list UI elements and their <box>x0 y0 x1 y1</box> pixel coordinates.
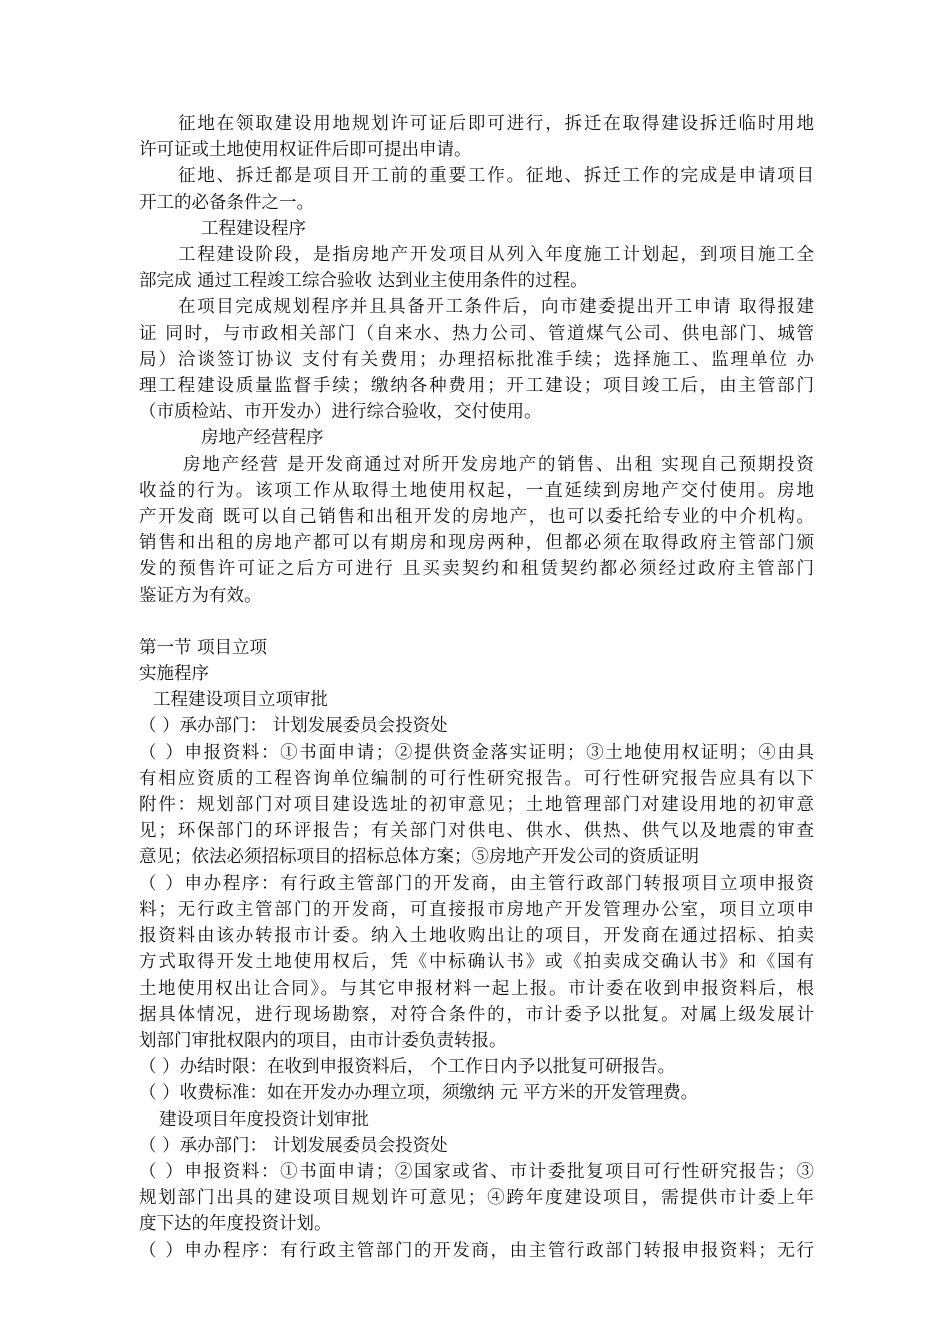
paragraph-line: （市质检站、市开发办）进行综合验收，交付使用。 <box>139 402 542 423</box>
paragraph-line: 报资料由该办转报市计委。纳入土地收购出让的项目，开发商在通过招标、拍卖 <box>139 926 814 947</box>
paragraph-line: 局）洽谈签订协议 支付有关费用；办理招标批准手续；选择施工、监理单位 办 <box>139 349 814 370</box>
list-item: （ ）申办程序：有行政主管部门的开发商，由主管行政部门转报项目立项申报资 <box>139 873 814 894</box>
paragraph-line: 料；无行政主管部门的开发商，可直接报市房地产开发管理办公室，项目立项申 <box>139 899 814 920</box>
paragraph-line: 方式取得开发土地使用权后，凭《中标确认书》或《拍卖成交确认书》和《国有 <box>139 952 814 973</box>
list-item: （ ）申报资料：①书面申请；②国家或省、市计委批复项目可行性研究报告；③ <box>139 1161 814 1182</box>
chapter-heading: 第一节 项目立项 <box>139 637 268 658</box>
paragraph-line: 收益的行为。该项工作从取得土地使用权起，一直延续到房地产交付使用。房地 <box>139 480 814 501</box>
paragraph-line: 房地产经营 是开发商通过对所开发房地产的销售、出租 实现自己预期投资 <box>183 454 814 475</box>
list-item: （ ）申办程序：有行政主管部门的开发商，由主管行政部门转报申报资料；无行 <box>139 1240 814 1261</box>
paragraph-line: 在项目完成规划程序并且具备开工条件后，向市建委提出开工申请 取得报建 <box>178 297 814 318</box>
document-page <box>139 111 814 1264</box>
paragraph-line: 开工的必备条件之一。 <box>139 192 314 213</box>
paragraph-line: 土地使用权出让合同》。与其它申报材料一起上报。市计委在收到申报资料后，根 <box>139 978 814 999</box>
section-heading: 房地产经营程序 <box>201 428 324 449</box>
list-item: （ ）办结时限：在收到申报资料后， 个工作日内予以批复可研报告。 <box>139 1057 676 1078</box>
list-item: （ ）承办部门： 计划发展委员会投资处 <box>139 716 448 737</box>
paragraph-line: 据具体情况，进行现场勘察，对符合条件的，市计委予以批复。对属上级发展计 <box>139 1004 814 1025</box>
paragraph-line: 工程建设阶段，是指房地产开发项目从列入年度施工计划起，到项目施工全 <box>178 245 814 266</box>
paragraph-line: 销售和出租的房地产都可以有期房和现房两种，但都必须在取得政府主管部门颁 <box>139 533 814 554</box>
paragraph-line: 意见；依法必须招标项目的招标总体方案；⑤房地产开发公司的资质证明 <box>139 847 699 868</box>
paragraph-line: 划部门审批权限内的项目，由市计委负责转报。 <box>139 1030 507 1051</box>
paragraph-line: 见；环保部门的环评报告；有关部门对供电、供水、供热、供气以及地震的审查 <box>139 821 814 842</box>
item-heading: 建设项目年度投资计划审批 <box>159 1109 369 1130</box>
paragraph-line: 度下达的年度投资计划。 <box>139 1214 332 1235</box>
subsection-heading: 实施程序 <box>139 664 209 685</box>
paragraph-line: 鉴证方为有效。 <box>139 585 262 606</box>
blank-line <box>139 609 814 635</box>
paragraph-line: 证 同时，与市政相关部门（自来水、热力公司、管道煤气公司、供电部门、城管 <box>139 323 814 344</box>
paragraph-line: 征地在领取建设用地规划许可证后即可进行，拆迁在取得建设拆迁临时用地 <box>178 114 814 134</box>
paragraph-line: 规划部门出具的建设项目规划许可意见；④跨年度建设项目，需提供市计委上年 <box>139 1188 814 1209</box>
paragraph-line: 有相应资质的工程咨询单位编制的可行性研究报告。可行性研究报告应具有以下 <box>139 768 814 789</box>
paragraph-line: 部完成 通过工程竣工综合验收 达到业主使用条件的过程。 <box>139 271 588 292</box>
paragraph-line: 许可证或土地使用权证件后即可提出申请。 <box>139 140 472 161</box>
section-heading: 工程建设程序 <box>201 218 306 239</box>
paragraph-line: 产开发商 既可以自己销售和出租开发的房地产，也可以委托给专业的中介机构。 <box>139 507 814 528</box>
item-heading: 工程建设项目立项审批 <box>153 690 328 711</box>
paragraph-line: 发的预售许可证之后方可进行 且买卖契约和租赁契约都必须经过政府主管部门 <box>139 559 814 580</box>
paragraph-line: 征地、拆迁都是项目开工前的重要工作。征地、拆迁工作的完成是申请项目 <box>178 166 814 187</box>
list-item: （ ）申报资料：①书面申请；②提供资金落实证明；③土地使用权证明；④由具 <box>139 742 814 763</box>
paragraph-line: 附件：规划部门对项目建设选址的初审意见；土地管理部门对建设用地的初审意 <box>139 795 814 816</box>
paragraph-line: 理工程建设质量监督手续；缴纳各种费用；开工建设；项目竣工后，由主管部门 <box>139 376 814 397</box>
list-item: （ ）承办部门： 计划发展委员会投资处 <box>139 1135 448 1156</box>
list-item: （ ）收费标准：如在开发办办理立项，须缴纳 元 平方米的开发管理费。 <box>139 1083 699 1104</box>
